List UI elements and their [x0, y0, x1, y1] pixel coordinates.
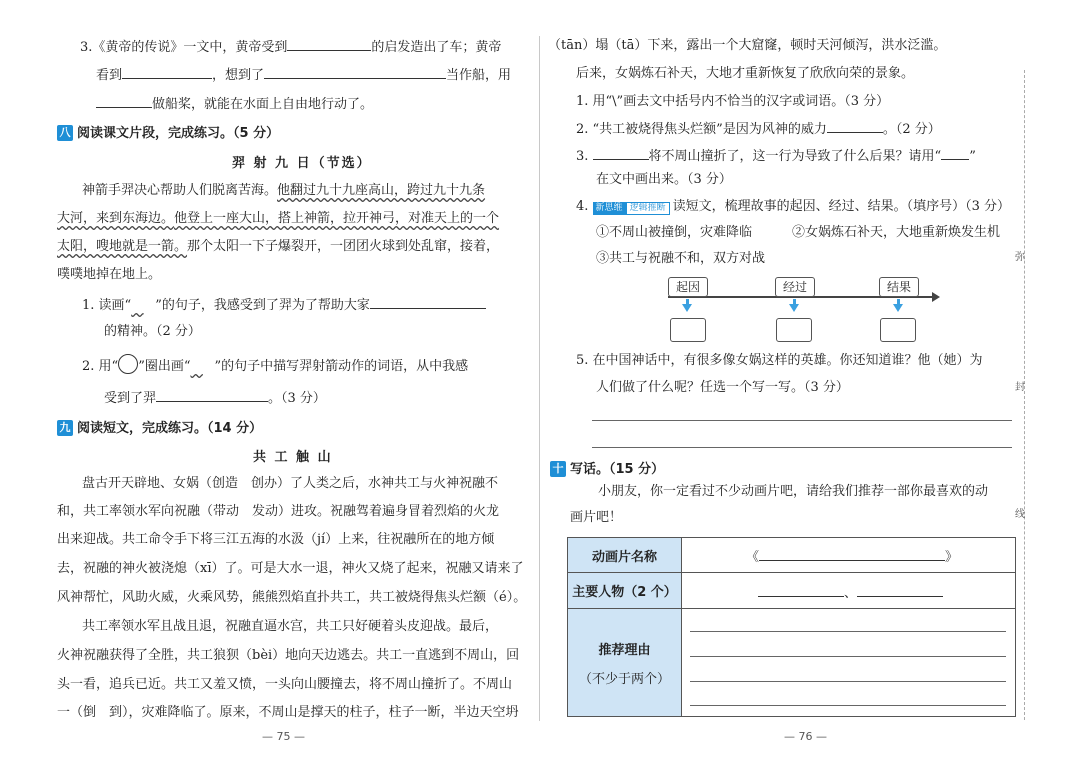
arrow-right-icon [932, 292, 940, 302]
section-badge: 十 [550, 461, 566, 477]
q8-2-line2: 受到了羿 。（3 分） [104, 387, 326, 409]
blank[interactable] [122, 64, 212, 79]
q9-3-line2: 在文中画出来。（3 分） [596, 172, 732, 187]
passage2-line: 盘古开天辟地、女娲（创造 创办）了人类之后，水神共工与火神祝融不 [82, 476, 499, 491]
passage1-line: 大河，来到东海边。他登上一座大山，搭上神箭，拉开神弓，对准天上的一个 [57, 211, 500, 226]
blank[interactable] [96, 93, 152, 108]
flow-label-cause: 起因 [668, 277, 708, 297]
passage2-line: 共工率领水军且战且退，祝融直逼水宫，共工只好硬着头皮迎战。最后， [82, 619, 499, 634]
section-9-heading: 九 阅读短文，完成练习。（14 分） [57, 417, 262, 436]
writing-prompt: 小朋友，你一定看过不少动画片吧，请给我们推荐一部你最喜欢的动 [598, 484, 989, 499]
seal-text: 封 [1015, 382, 1025, 393]
binding-line [1024, 70, 1025, 720]
characters-input[interactable]: 、 [758, 582, 943, 601]
flow-label-result: 结果 [879, 277, 919, 297]
q8-2-line1: 2. 用“ ”圈出画“ ”的句子中描写羿射箭动作的词语，从中我感 [82, 354, 468, 377]
title-input[interactable]: 《 》 [746, 546, 958, 565]
row-label-title: 动画片名称 [591, 549, 657, 565]
circle-icon [118, 354, 138, 374]
passage2-line: 风神帮忙，风助火威，火乘风势，熊熊烈焰直扑共工，共工被烧得焦头烂额（é）。 [57, 590, 527, 605]
passage2-continued: 后来，女娲炼石补天，大地才重新恢复了欣欣向荣的景象。 [576, 66, 915, 81]
passage2-line: 头一看，追兵已近。共工又羞又愤，一头向山腰撞去，将不周山撞折了。不周山 [57, 677, 513, 692]
section-8-heading: 八 阅读课文片段，完成练习。（5 分） [57, 122, 279, 141]
q9-5-line1: 5. 在中国神话中，有很多像女娲这样的英雄。你还知道谁？他（她）为 [576, 353, 983, 368]
seal-text: 弥 [1015, 252, 1025, 263]
section-badge: 九 [57, 420, 73, 436]
row-label-reasons: 推荐理由 （不少于两个） [578, 642, 670, 687]
logic-tag: 逻辑推断 [626, 202, 670, 215]
answer-box-process[interactable] [776, 318, 812, 342]
arrow-down-icon [682, 304, 692, 312]
blank[interactable] [287, 36, 371, 51]
passage1-line: 噗噗地掉在地上。 [57, 267, 162, 282]
new-thinking-tag: 新思维 [593, 202, 626, 215]
answer-box-result[interactable] [880, 318, 916, 342]
passage1-line: 太阳，嗖地就是一箭。那个太阳一下子爆裂开，一团团火球到处乱窜，接着， [57, 239, 500, 254]
row-label-characters: 主要人物（2 个） [572, 585, 677, 600]
blank[interactable] [593, 145, 649, 160]
reason-line[interactable] [690, 705, 1006, 706]
arrow-down-icon [789, 304, 799, 312]
passage2-line: 出来迎战。共工命令手下将三江五海的水汲（jí）上来，往祝融所在的地方倾 [57, 532, 495, 547]
section-10-heading: 十 写话。（15 分） [550, 458, 664, 477]
passage2-title: 共 工 触 山 [253, 450, 333, 465]
q8-1-line1: 1. 读画“ ”的句子，我感受到了羿为了帮助大家 [82, 294, 486, 316]
blank[interactable] [827, 118, 883, 133]
section-badge: 八 [57, 125, 73, 141]
q9-1: 1. 用“\”画去文中括号内不恰当的汉字或词语。（3 分） [576, 94, 890, 109]
flow-label-process: 经过 [775, 277, 815, 297]
q8-1-line2: 的精神。（2 分） [104, 324, 201, 339]
q9-5-line2: 人们做了什么呢？任选一个写一写。（3 分） [596, 380, 849, 395]
blank[interactable] [264, 64, 446, 79]
blank[interactable] [156, 387, 268, 402]
passage2-line: 和，共工率领水军向祝融（带动 发动）进攻。祝融驾着遍身冒着烈焰的火龙 [57, 504, 500, 519]
q9-4: 4. 新思维 逻辑推断 读短文，梳理故事的起因、经过、结果。（填序号）（3 分） [576, 199, 1010, 214]
option-1: ①不周山被撞倒，灾难降临 [596, 225, 753, 240]
q3-line2: 看到 ，想到了 当作船，用 [96, 64, 511, 86]
passage2-line: 一（倒 到），灾难降临了。原来，不周山是撑天的柱子，柱子一断，半边天空坍 [57, 705, 519, 720]
blank[interactable] [370, 294, 486, 309]
reason-line[interactable] [690, 656, 1006, 657]
q3-line3: 做船桨，就能在水面上自由地行动了。 [96, 93, 373, 115]
passage2-line: 火神祝融获得了全胜，共工狼狈（bèi）地向天边逃去。共工一直逃到不周山，回 [57, 648, 520, 663]
page-number: — 76 — [784, 730, 827, 743]
q9-2: 2. “共工被烧得焦头烂额”是因为风神的威力 。（2 分） [576, 118, 941, 140]
passage2-continued: （tān）塌（tā）下来，露出一个大窟窿，顿时天河倾泻，洪水泛滥。 [548, 38, 947, 53]
passage2-line: 去，祝融的神火被浇熄（xī）了。可是大水一退，神火又烧了起来，祝融又请来了 [57, 561, 524, 576]
option-2: ②女娲炼石补天，大地重新焕发生机 [792, 225, 1001, 240]
passage1-line: 神箭手羿决心帮助人们脱离苦海。他翻过九十九座高山，跨过九十九条 [82, 183, 486, 198]
answer-box-cause[interactable] [670, 318, 706, 342]
arrow-down-icon [893, 304, 903, 312]
seal-text: 线 [1015, 509, 1025, 520]
reason-line[interactable] [690, 681, 1006, 682]
recommend-table [567, 537, 1016, 717]
passage1-title: 羿 射 九 日（节选） [232, 156, 372, 171]
q3-line1: 3.《黄帝的传说》一文中，黄帝受到 的启发造出了车；黄帝 [80, 36, 501, 58]
option-3: ③共工与祝融不和，双方对战 [596, 251, 766, 266]
reason-line[interactable] [690, 631, 1006, 632]
answer-line[interactable] [592, 420, 1012, 421]
q9-3-line1: 3. 将不周山撞折了，这一行为导致了什么后果？请用“ ” [576, 145, 976, 167]
page-number: — 75 — [262, 730, 305, 743]
answer-line[interactable] [592, 447, 1012, 448]
writing-prompt: 画片吧！ [570, 510, 623, 525]
